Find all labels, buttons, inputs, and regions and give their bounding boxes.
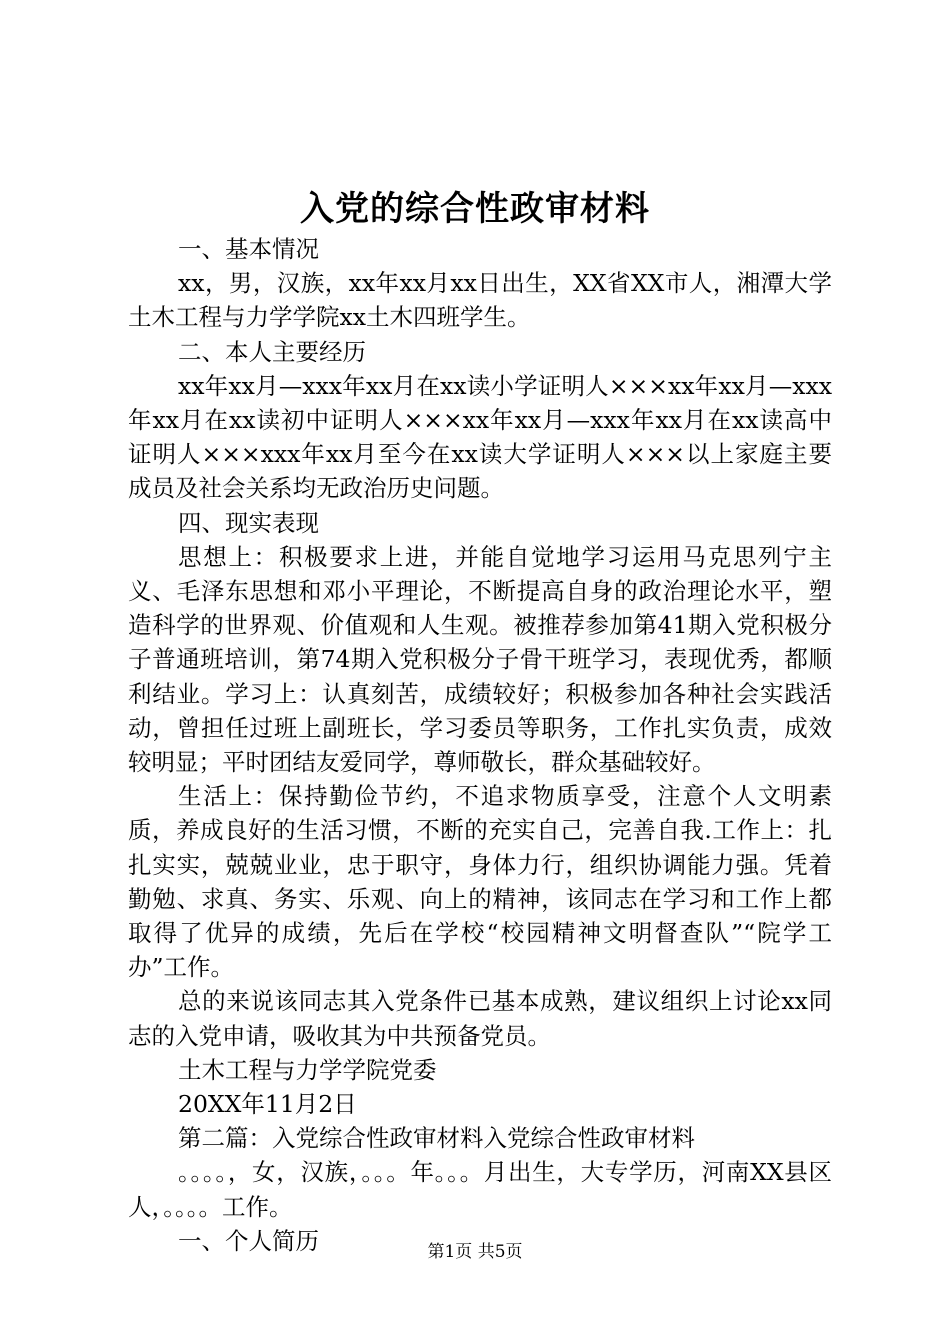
paragraph-life: 生活上：保持勤俭节约，不追求物质享受，注意个人文明素质，养成良好的生活习惯，不断的充实自己，完善自我.工作上：扎扎实实，兢兢业业，忠于职守，身体力行，组织协调能力强。凭着勤勉、求真、务实、乐观、向上的精神，该同志在学习和工作上都取得了优异的成绩，先后在学校“校园精神文明督查队”“院学工办”工作。 <box>128 782 832 982</box>
section-heading-experience: 二、本人主要经历 <box>178 337 366 366</box>
page-number-footer: 第1页 共5页 <box>427 1242 523 1262</box>
signature-date: 20XX年11月2日 <box>178 1090 357 1119</box>
paragraph-ideology: 思想上：积极要求上进，并能自觉地学习运用马克思列宁主义、毛泽东思想和邓小平理论，不断提高自身的政治理论水平，塑造科学的世界观、价值观和人生观。被推荐参加第41期入党积极分子普通班培训，第74期入党积极分子骨干班学习，表现优秀，都顺利结业。学习上：认真刻苦，成绩较好；积极参加各种社会实践活动，曾担任过班上副班长，学习委员等职务，工作扎实负责，成效较明显；平时团结友爱同学，尊师敬长，群众基础较好。 <box>128 542 832 777</box>
paragraph-second-intro: 。。。。，女，汉族，。。。年。。。月出生，大专学历，河南XX县区人，。。。。工作。 <box>128 1158 832 1221</box>
paragraph-experience: xx年xx月—xxx年xx月在xx读小学证明人×××xx年xx月—xxx年xx月在xx读初中证明人×××xx年xx月—xxx年xx月在xx读高中证明人×××xxx年xx月至今在xx读大学证明人×××以上家庭主要成员及社会关系均无政治历史问题。 <box>128 371 832 503</box>
section-heading-resume: 一、个人简历 <box>178 1226 319 1255</box>
section-heading-performance: 四、现实表现 <box>178 508 319 537</box>
second-article-heading: 第二篇：入党综合性政审材料入党综合性政审材料 <box>178 1124 695 1153</box>
signature-organization: 土木工程与力学学院党委 <box>178 1055 437 1084</box>
paragraph-conclusion: 总的来说该同志其入党条件已基本成熟，建议组织上讨论xx同志的入党申请，吸收其为中共预备党员。 <box>128 987 832 1050</box>
section-heading-basic-info: 一、基本情况 <box>178 235 319 263</box>
document-title: 入党的综合性政审材料 <box>300 189 650 229</box>
document-body <box>128 232 832 1258</box>
paragraph-basic-info: xx，男，汉族，xx年xx月xx日出生，XX省XX市人，湘潭大学土木工程与力学学院xx土木四班学生。 <box>128 269 832 332</box>
